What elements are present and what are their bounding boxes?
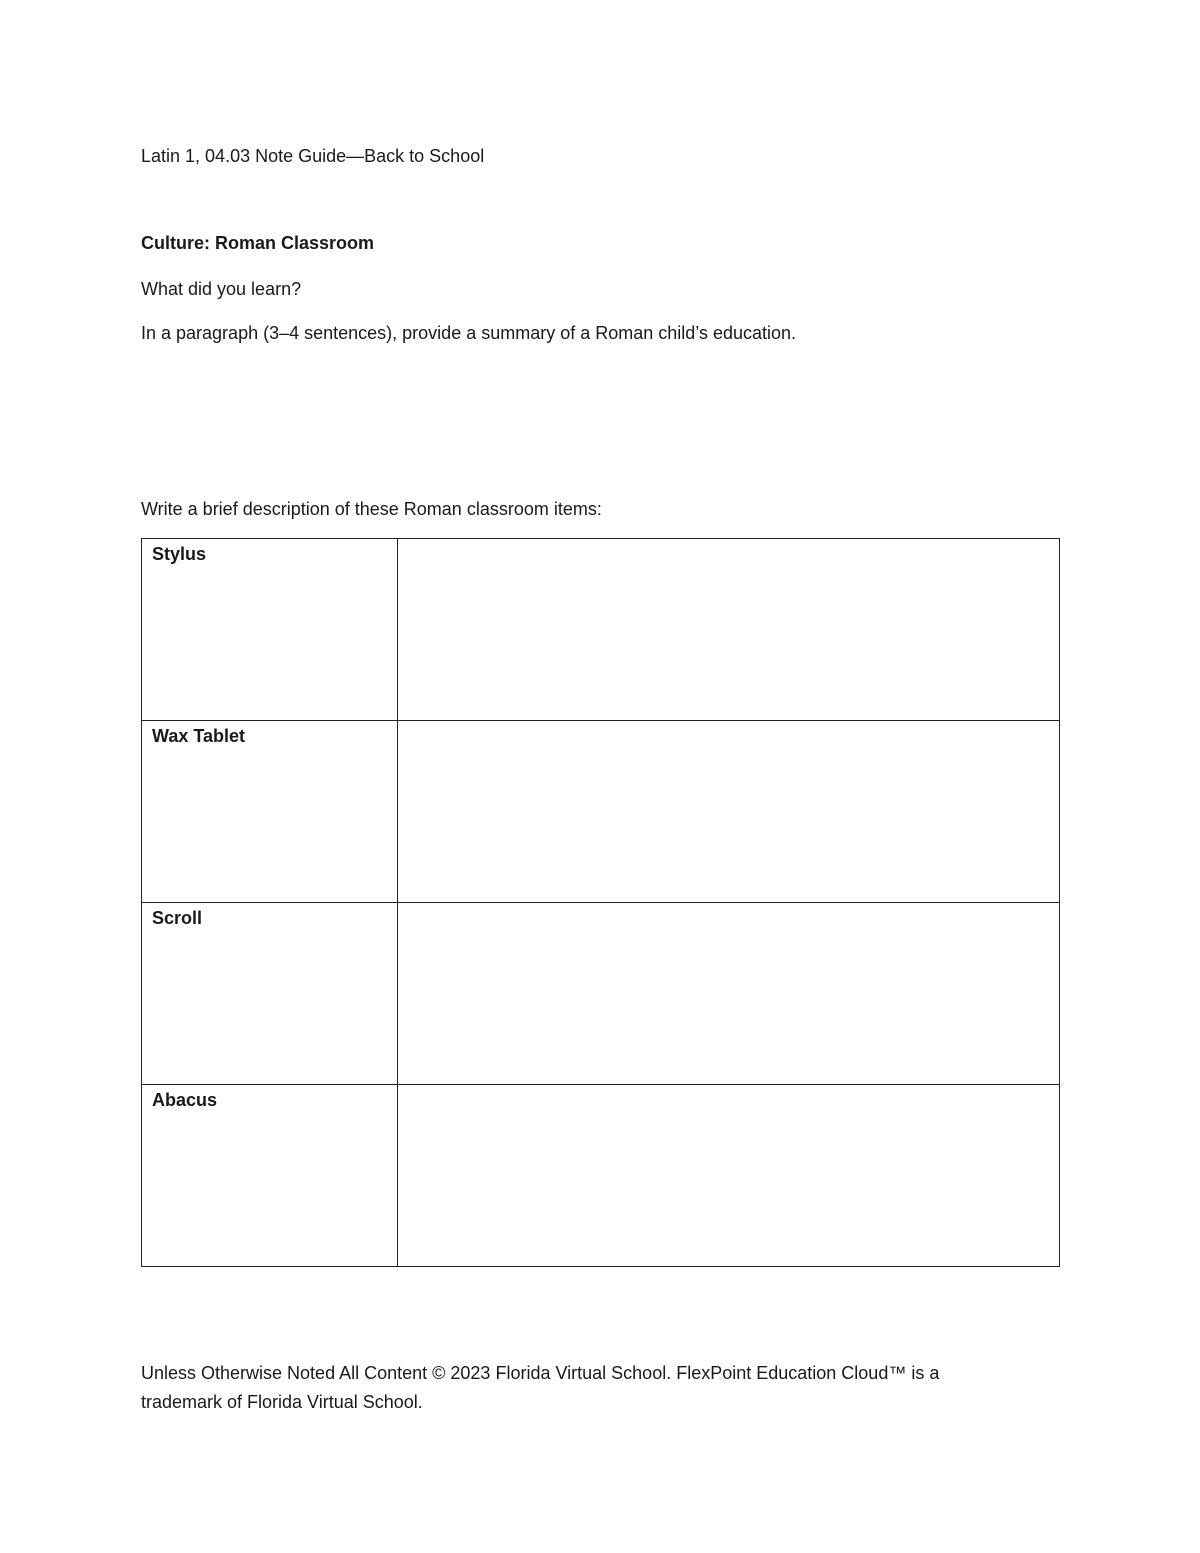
- summary-prompt: In a paragraph (3–4 sentences), provide a summary of a Roman child’s education.: [141, 323, 797, 343]
- description-cell-wax-tablet[interactable]: [398, 721, 1060, 903]
- table-row: [142, 539, 1060, 721]
- table-row: [142, 903, 1060, 1085]
- description-cell-stylus[interactable]: [398, 539, 1060, 721]
- term-cell-scroll: Scroll: [142, 903, 398, 1085]
- table-row: [142, 721, 1060, 903]
- term-cell-stylus: Stylus: [142, 539, 398, 721]
- footer-line-1: Unless Otherwise Noted All Content © 2023 Florida Virtual School. FlexPoint Education Cloud™ is a: [141, 1363, 940, 1383]
- term-cell-abacus: Abacus: [142, 1085, 398, 1267]
- footer-line-2: trademark of Florida Virtual School.: [141, 1392, 423, 1412]
- copyright-footer: [141, 1359, 1041, 1417]
- table-intro-text: Write a brief description of these Roman classroom items:: [141, 499, 602, 519]
- table-row: [142, 1085, 1060, 1267]
- term-cell-wax-tablet: Wax Tablet: [142, 721, 398, 903]
- document-title: Latin 1, 04.03 Note Guide—Back to School: [141, 146, 485, 166]
- description-cell-scroll[interactable]: [398, 903, 1060, 1085]
- description-cell-abacus[interactable]: [398, 1085, 1060, 1267]
- section-heading: Culture: Roman Classroom: [141, 233, 375, 253]
- classroom-items-table: [141, 538, 1060, 1267]
- question-text: What did you learn?: [141, 279, 302, 299]
